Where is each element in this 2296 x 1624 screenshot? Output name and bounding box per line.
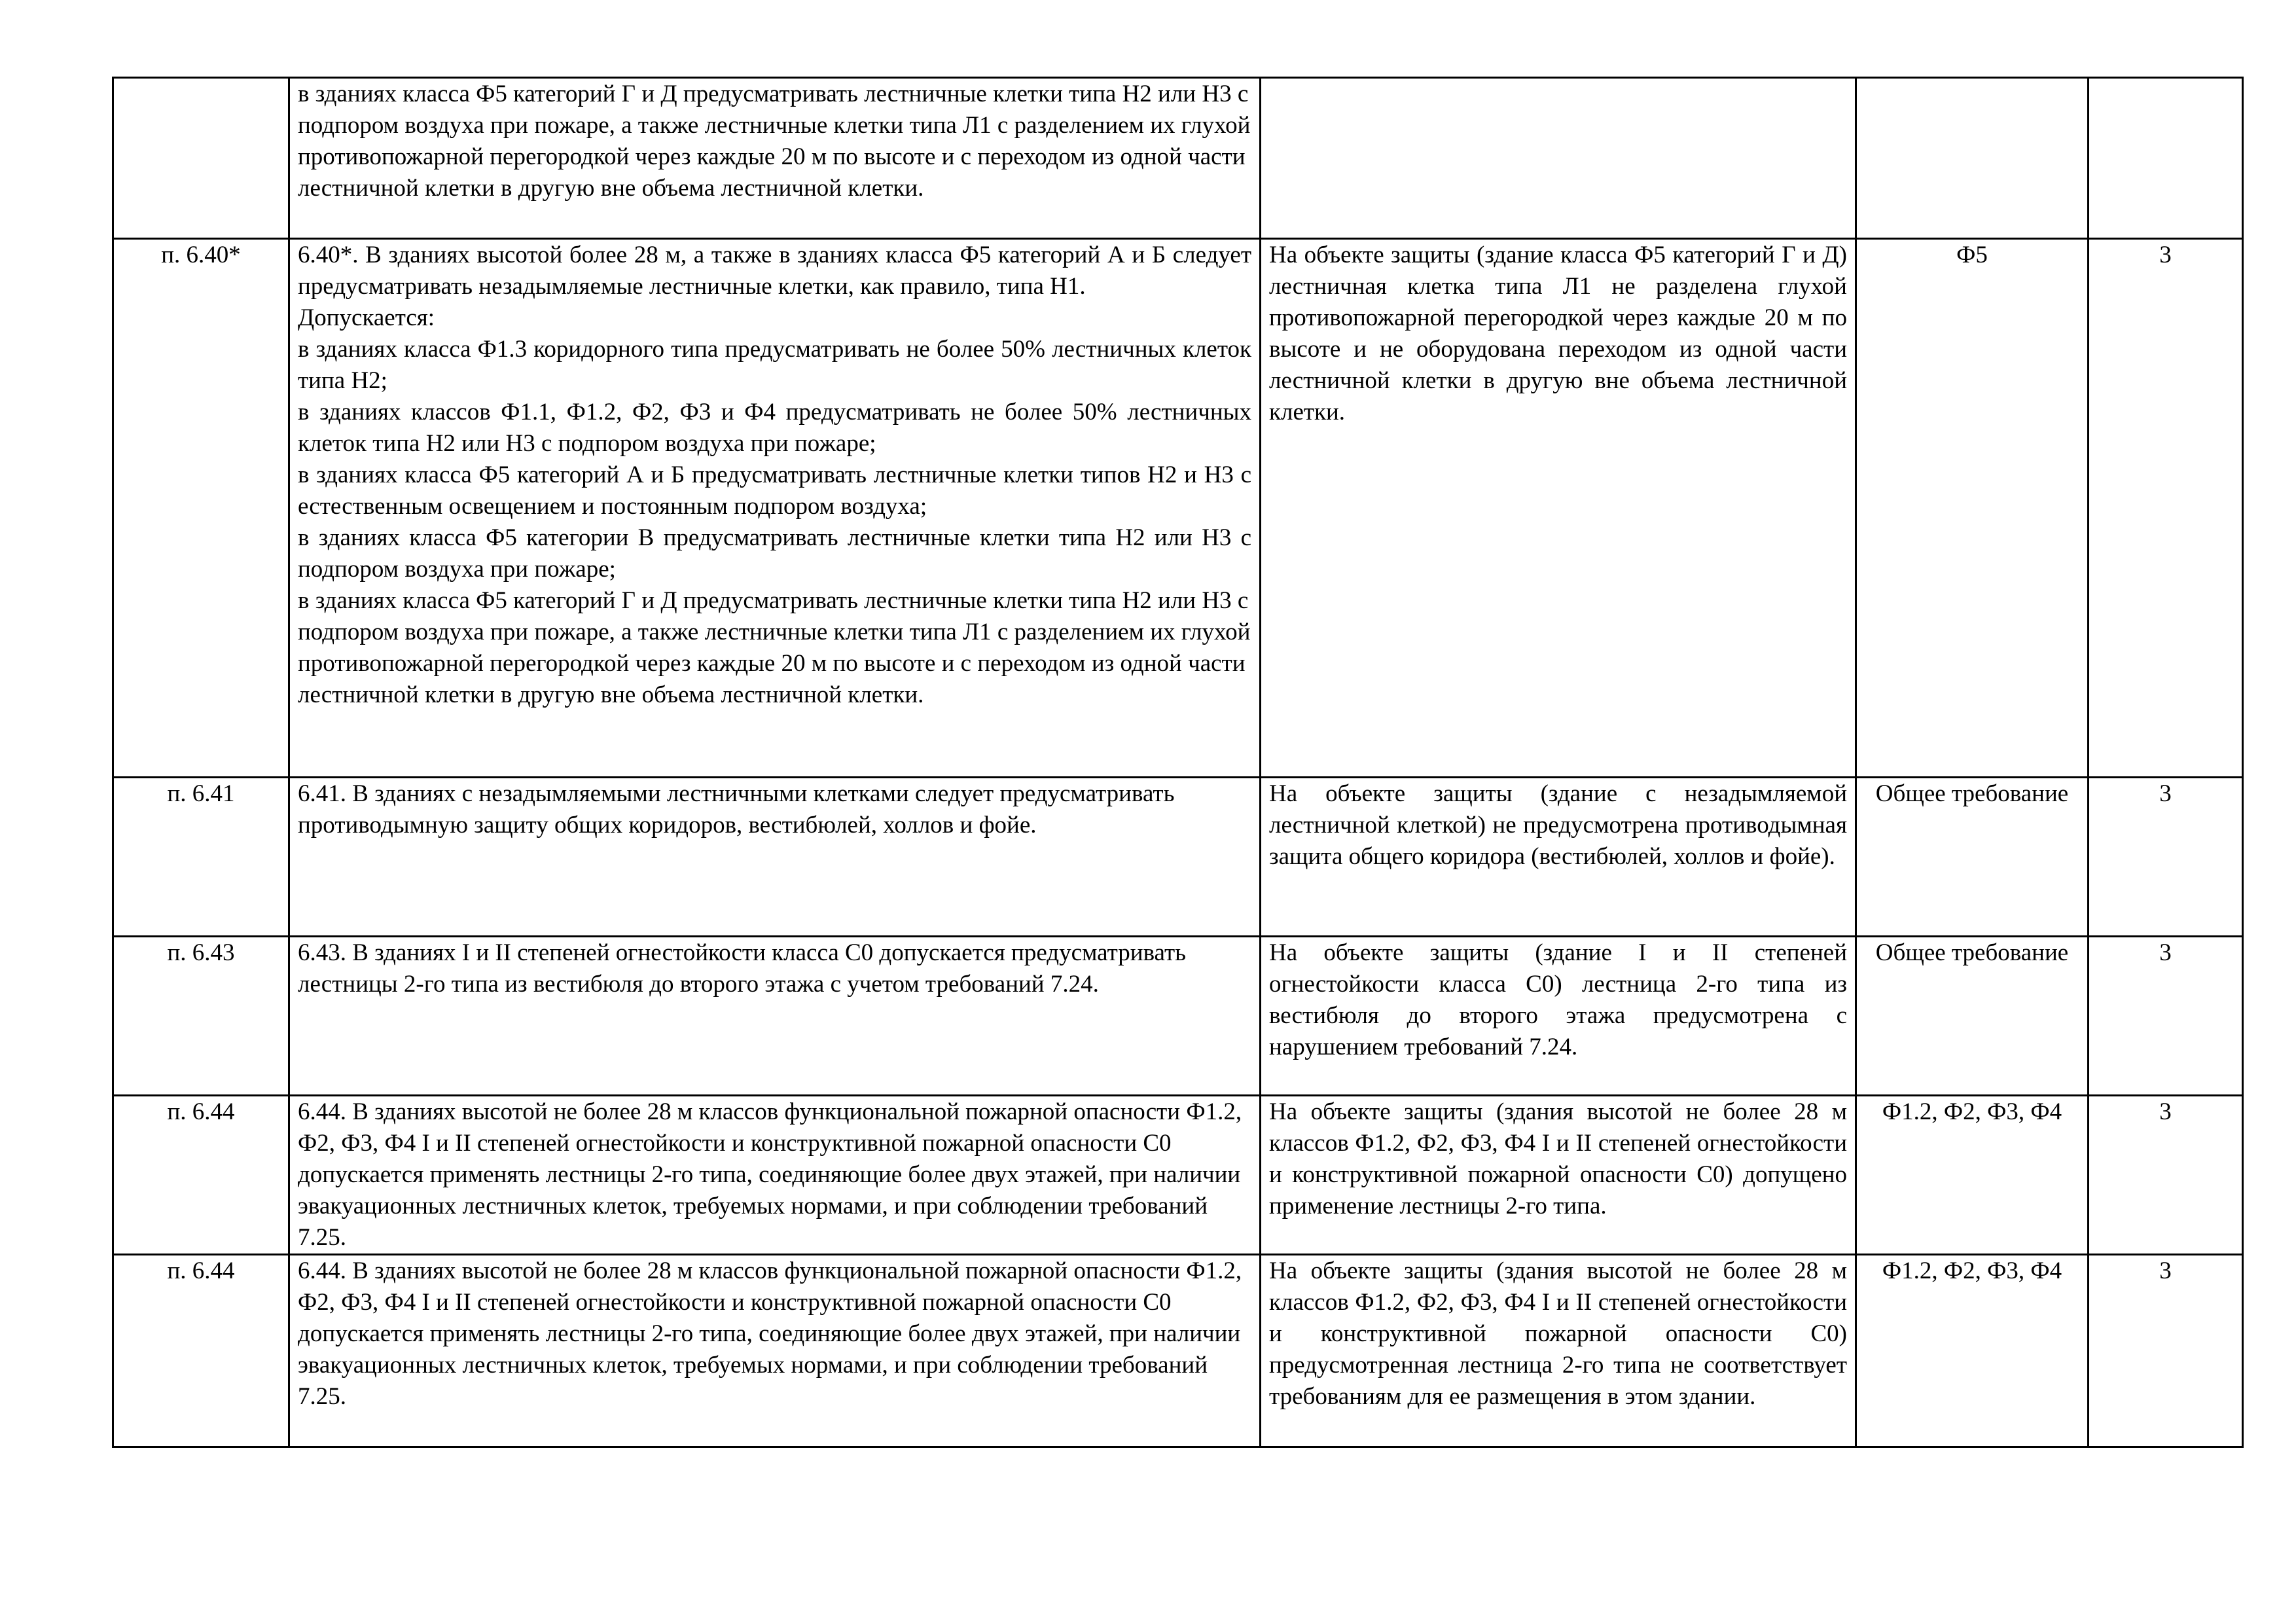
number-cell: 3	[2089, 1255, 2243, 1447]
requirement-paragraph: 6.40*. В зданиях высотой более 28 м, а также в зданиях класса Ф5 категорий А и Б следует предусматривать незадымляемые лестничные клетки, как правило, типа Н1.	[298, 242, 1251, 300]
class-cell: Ф5	[1856, 239, 2089, 778]
requirement-cell	[289, 937, 1261, 1096]
class-cell	[1856, 78, 2089, 239]
class-cell: Ф1.2, Ф2, Ф3, Ф4	[1856, 1096, 2089, 1255]
ref-cell	[113, 78, 289, 239]
number-cell: 3	[2089, 239, 2243, 778]
ref-cell: п. 6.44	[113, 1096, 289, 1255]
table-row	[113, 78, 2243, 239]
violation-cell: На объекте защиты (здания высотой не более 28 м классов Ф1.2, Ф2, Ф3, Ф4 I и II степеней огнестойкости и конструктивной пожарной опасности С0) допущено применение лестницы 2-го типа.	[1261, 1096, 1856, 1255]
requirement-cell	[289, 778, 1261, 937]
class-cell: Общее требование	[1856, 778, 2089, 937]
ref-cell: п. 6.41	[113, 778, 289, 937]
requirements-table	[112, 77, 2244, 1448]
requirement-paragraph: в зданиях класса Ф5 категорий Г и Д предусматривать лестничные клетки типа Н2 или Н3 с подпором воздуха при пожаре, а также лестничные клетки типа Л1 с разделением их глухой противопожарной перегородкой через каждые 20 м по высоте и с переходом из одной части лестничной клетки в другую вне объема лестничной клетки.	[298, 81, 1251, 202]
ref-cell: п. 6.44	[113, 1255, 289, 1447]
number-cell: 3	[2089, 778, 2243, 937]
table-row	[113, 778, 2243, 937]
number-cell	[2089, 78, 2243, 239]
requirement-paragraph: 6.44. В зданиях высотой не более 28 м классов функциональной пожарной опасности Ф1.2, Ф2, Ф3, Ф4 I и II степеней огнестойкости и конструктивной пожарной опасности С0 допускается применять лестницы 2-го типа, соединяющие более двух этажей, при наличии эвакуационных лестничных клеток, требуемых нормами, и при соблюдении требований 7.25.	[298, 1257, 1242, 1410]
requirement-cell	[289, 1255, 1261, 1447]
ref-cell: п. 6.43	[113, 937, 289, 1096]
requirement-paragraph: 6.41. В зданиях с незадымляемыми лестничными клетками следует предусматривать противодымную защиту общих коридоров, вестибюлей, холлов и фойе.	[298, 780, 1175, 839]
requirement-cell	[289, 1096, 1261, 1255]
requirement-paragraph: в зданиях класса Ф5 категорий А и Б предусматривать лестничные клетки типов Н2 и Н3 с естественным освещением и постоянным подпором воздуха;	[298, 461, 1251, 520]
number-cell: 3	[2089, 1096, 2243, 1255]
violation-cell: На объекте защиты (здание I и II степеней огнестойкости класса С0) лестница 2-го типа из вестибюля до второго этажа предусмотрена с нарушением требований 7.24.	[1261, 937, 1856, 1096]
violation-cell	[1261, 78, 1856, 239]
requirement-paragraph: Допускается:	[298, 304, 435, 331]
class-cell: Ф1.2, Ф2, Ф3, Ф4	[1856, 1255, 2089, 1447]
requirement-paragraph: в зданиях классов Ф1.1, Ф1.2, Ф2, Ф3 и Ф4 предусматривать не более 50% лестничных клеток типа Н2 или Н3 с подпором воздуха при пожаре;	[298, 399, 1251, 457]
table-row	[113, 239, 2243, 778]
requirement-paragraph: в зданиях класса Ф5 категорий Г и Д предусматривать лестничные клетки типа Н2 или Н3 с подпором воздуха при пожаре, а также лестничные клетки типа Л1 с разделением их глухой противопожарной перегородкой через каждые 20 м по высоте и с переходом из одной части лестничной клетки в другую вне объема лестничной клетки.	[298, 587, 1251, 708]
requirement-cell	[289, 239, 1261, 778]
table-row	[113, 937, 2243, 1096]
table-row	[113, 1096, 2243, 1255]
violation-cell: На объекте защиты (здание с незадымляемой лестничной клеткой) не предусмотрена противодымная защита общего коридора (вестибюлей, холлов и фойе).	[1261, 778, 1856, 937]
requirement-paragraph: 6.44. В зданиях высотой не более 28 м классов функциональной пожарной опасности Ф1.2, Ф2, Ф3, Ф4 I и II степеней огнестойкости и конструктивной пожарной опасности С0 допускается применять лестницы 2-го типа, соединяющие более двух этажей, при наличии эвакуационных лестничных клеток, требуемых нормами, и при соблюдении требований 7.25.	[298, 1098, 1242, 1251]
number-cell: 3	[2089, 937, 2243, 1096]
requirement-paragraph: в зданиях класса Ф5 категории В предусматривать лестничные клетки типа Н2 или Н3 с подпором воздуха при пожаре;	[298, 524, 1251, 583]
requirement-paragraph: в зданиях класса Ф1.3 коридорного типа предусматривать не более 50% лестничных клеток типа Н2;	[298, 336, 1251, 394]
violation-cell: На объекте защиты (здания высотой не более 28 м классов Ф1.2, Ф2, Ф3, Ф4 I и II степеней огнестойкости и конструктивной пожарной опасности С0) предусмотренная лестница 2-го типа не соответствует требованиям для ее размещения в этом здании.	[1261, 1255, 1856, 1447]
violation-cell: На объекте защиты (здание класса Ф5 категорий Г и Д) лестничная клетка типа Л1 не разделена глухой противопожарной перегородкой через каждые 20 м по высоте и не оборудована переходом из одной части лестничной клетки в другую вне объема лестничной клетки.	[1261, 239, 1856, 778]
class-cell: Общее требование	[1856, 937, 2089, 1096]
ref-cell: п. 6.40*	[113, 239, 289, 778]
table-row	[113, 1255, 2243, 1447]
requirement-cell	[289, 78, 1261, 239]
requirement-paragraph: 6.43. В зданиях I и II степеней огнестойкости класса С0 допускается предусматривать лестницы 2-го типа из вестибюля до второго этажа с учетом требований 7.24.	[298, 939, 1187, 998]
